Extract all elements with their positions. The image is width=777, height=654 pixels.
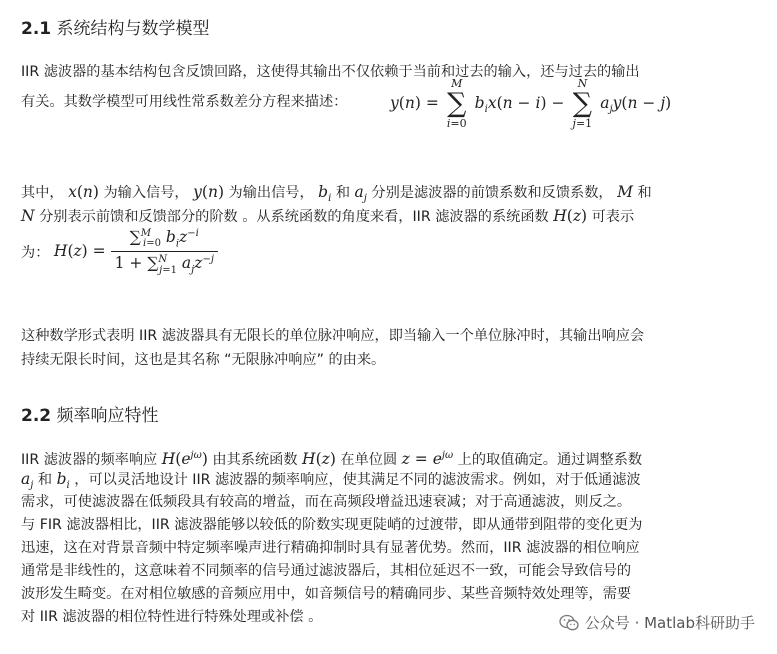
text-span: 为输入信号， [103, 185, 189, 201]
math-N: N [21, 207, 35, 225]
section-title: 系统结构与数学模型 [56, 19, 210, 39]
fraction-numerator: ∑$^M_{i=0}$ $b_iz^{-i}$ [111, 228, 218, 252]
text-line: 需求，可使滤波器在低频段具有较高的增益，而在高频段增益迅速衰减；对于高通滤波，则反之。 [21, 494, 632, 510]
transfer-function-line [21, 228, 218, 276]
wechat-icon [559, 614, 579, 632]
text-line: 迅速，这在对背景音频中特定频率噪声进行精确抑制时具有显著优势。然而，IIR 滤波器的相位响应 [21, 540, 640, 556]
text-span: 和 [335, 185, 351, 201]
text-span: 由其系统函数 [212, 452, 298, 469]
fraction [111, 228, 218, 276]
fraction-denominator: 1 + ∑$^N_{j=1}$ $a_jz^{-j}$ [114, 254, 214, 276]
math-M: M [617, 183, 634, 201]
math-aj: $a_j$ [354, 183, 367, 205]
math-xn: x(n) [68, 183, 99, 201]
section-number: 2.2 [21, 406, 52, 426]
text-line [21, 90, 347, 114]
text-span: 为输出信号， [228, 185, 314, 201]
text-span: 和 [37, 472, 53, 488]
math-z-eq-ejw: $z = e^{j\omega}$ [401, 450, 454, 469]
text-span: 可表示 [591, 209, 635, 225]
text-span: 在单位圆 [340, 452, 398, 469]
text-span: 为： [21, 244, 50, 261]
summation-symbol: N ∑ j=1 [572, 77, 593, 130]
text-line: 与 FIR 滤波器相比，IIR 滤波器能够以较低的阶数实现更陡峭的过渡带，即从通带到阻带的变化更为 [21, 517, 643, 533]
text-line: 通常是非线性的，这意味着不同频率的信号通过滤波器后，其相位延迟不一致，可能会导致信号的 [21, 563, 632, 579]
text-line [21, 204, 634, 229]
watermark [559, 612, 755, 633]
text-span: 和 [637, 185, 652, 201]
section-title: 频率响应特性 [56, 406, 159, 426]
text-span: 分别是滤波器的前馈系数和反馈系数， [371, 185, 613, 201]
text-span: IIR 滤波器的频率响应 [21, 452, 158, 469]
text-span: 分别表示前馈和反馈部分的阶数 。从系统函数的角度来看，IIR 滤波器的系统函数 [39, 209, 549, 225]
math-bi: $b_i$ [56, 470, 70, 492]
text-span: ，可以灵活地设计 IIR 滤波器的频率响应，使其满足不同的滤波需求。例如，对于低通滤波 [74, 472, 641, 488]
watermark-text: 公众号 · Matlab科研助手 [584, 614, 755, 632]
text-line: 持续无限长时间，这也是其名称 “无限脉冲响应” 的由来。 [21, 352, 386, 368]
math-Hejw: $H(e^{j\omega})$ [161, 450, 208, 469]
text-line: 波形发生畸变。在对相位敏感的音频应用中，如音频信号的精确同步、某些音频特效处理等，需要 [21, 586, 632, 602]
text-span: 其中， [21, 185, 64, 201]
math-Hz: H(z) [302, 450, 336, 469]
math-aj: $a_j$ [21, 470, 34, 492]
transfer-function: H(z) = $\frac{\sum^M_{i=0} b_iz^{-i}}{1 + \sum^N_{j=1} a_jz^{-j}}$ [54, 242, 218, 260]
summation-symbol: M ∑ i=0 [446, 77, 467, 130]
text-span: 上的取值确定。通过调整系数 [457, 452, 643, 469]
text-line: 对 IIR 滤波器的相位特性进行特殊处理或补偿 。 [21, 609, 323, 625]
section-number: 2.1 [21, 19, 52, 39]
math-yn: y(n) [193, 183, 224, 201]
section-heading-2-1 [21, 18, 210, 40]
difference-equation: y(n) = M ∑ i=0 $b_ix(n - i)$ − N ∑ j=1 $a_jy(n - j)$ [390, 77, 672, 130]
section-heading-2-2 [21, 405, 159, 427]
math-bi: $b_i$ [318, 183, 332, 205]
text-span: 有关。其数学模型可用线性常系数差分方程来描述： [21, 94, 348, 110]
text-line: IIR 滤波器的基本结构包含反馈回路，这使得其输出不仅依赖于当前和过去的输入，还与过去的输出 [21, 64, 640, 80]
text-line: 这种数学形式表明 IIR 滤波器具有无限长的单位脉冲响应，即当输入一个单位脉冲时，其输出响应会 [21, 328, 645, 344]
math-Hz: H(z) [553, 207, 588, 225]
